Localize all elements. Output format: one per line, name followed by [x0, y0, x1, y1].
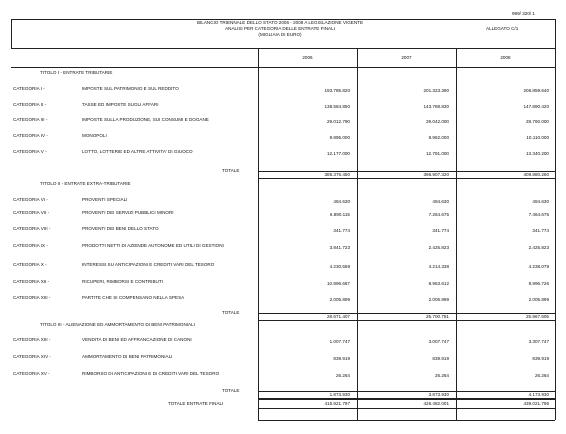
category-value: 839.919: [333, 356, 350, 361]
category-value: 138.584.850: [324, 104, 350, 109]
category-code: CATEGORIA XIII -: [13, 295, 51, 300]
category-value: 1.007.747: [329, 339, 350, 344]
grand-total-value: 426.482.001: [423, 401, 449, 406]
total-underline: [456, 178, 555, 179]
category-value: 12.791.000: [426, 151, 449, 156]
title-heading: TITOLO I - ENTRATE TRIBUTARIE: [40, 70, 113, 75]
grand-total-separator: [357, 399, 456, 400]
category-code: CATEGORIA XV -: [13, 371, 50, 376]
category-description: IMPOSTE SUL PATRIMONIO E SUL REDDITO: [82, 86, 179, 91]
category-value: 9.895.000: [329, 135, 350, 140]
category-value: 494.630: [432, 199, 449, 204]
title-heading: TITOLO III - ALIENAZIONE ED AMMORTAMENTO DI BENI PATRIMONIALI: [40, 322, 195, 327]
category-value: 26.264: [434, 373, 449, 378]
category-description: RICUPERI, RIMBORSI E CONTRIBUTI: [82, 279, 163, 284]
total-underline: [258, 320, 357, 321]
total-value: 28.671.407: [327, 314, 350, 319]
category-value: 2.425.823: [528, 245, 549, 250]
category-code: CATEGORIA IX -: [13, 243, 48, 248]
total-value: 25.700.751: [426, 314, 449, 319]
total-underline: [357, 320, 456, 321]
category-value: 341.774: [432, 228, 449, 233]
category-description: LOTTO, LOTTERIE ED ALTRE ATTIVITA' DI GIUOCO: [82, 149, 193, 154]
category-value: 2.005.899: [428, 297, 449, 302]
category-description: RIMBORSO DI ANTICIPAZIONI E DI CREDITI VARI DEL TESORO: [82, 371, 220, 376]
total-value: 4.173.930: [528, 392, 549, 397]
allegato-label: ALLEGATO C/1: [486, 26, 519, 31]
total-label: TOTALE: [222, 168, 240, 173]
total-underline: [357, 178, 456, 179]
year-header-2008: 2008: [500, 55, 511, 60]
category-value: 7.464.675: [528, 212, 549, 217]
category-value: 494.630: [333, 199, 350, 204]
category-code: CATEGORIA IV -: [13, 133, 48, 138]
category-code: CATEGORIA II -: [13, 102, 47, 107]
category-value: 29.042.000: [426, 119, 449, 124]
column-divider-tail: [456, 408, 457, 420]
category-code: CATEGORIA VII -: [13, 210, 50, 215]
category-code: CATEGORIA VI -: [13, 197, 48, 202]
category-value: 6.890.115: [329, 212, 350, 217]
category-value: 10.110.000: [526, 135, 549, 140]
grand-total-separator: [258, 399, 357, 400]
total-value: 385.376.450: [324, 172, 350, 177]
table-left-border: [11, 19, 12, 48]
category-description: AMMORTAMENTO DI BENI PATRIMONIALI: [82, 354, 173, 359]
column-header-border: [11, 67, 555, 68]
category-value: 10.896.667: [327, 281, 350, 286]
category-description: PROVENTI DEI BENI DELLO STATO: [82, 226, 159, 231]
category-value: 26.264: [335, 373, 350, 378]
category-value: 26.264: [534, 373, 549, 378]
header-bottom-border: [11, 48, 555, 49]
category-value: 341.774: [532, 228, 549, 233]
category-code: CATEGORIA XIV -: [13, 354, 51, 359]
category-value: 13.340.200: [526, 151, 549, 156]
category-value: 3.841.723: [329, 245, 350, 250]
title-heading: TITOLO II - ENTRATE EXTRA-TRIBUTARIE: [40, 181, 131, 186]
category-description: MONOPOLI: [82, 133, 107, 138]
table-right-border: [555, 19, 556, 408]
category-value: 193.785.820: [324, 88, 350, 93]
category-value: 2.425.823: [428, 245, 449, 250]
category-code: CATEGORIA X -: [13, 262, 47, 267]
category-value: 4.214.338: [428, 264, 449, 269]
category-value: 4.238.079: [528, 264, 549, 269]
total-value: 3.873.930: [428, 392, 449, 397]
column-divider: [258, 48, 259, 408]
category-value: 28.760.000: [526, 119, 549, 124]
column-divider: [357, 48, 358, 408]
category-description: PROVENTI DEI SERVIZI PUBBLICI MINORI: [82, 210, 174, 215]
table-bottom-rule: [258, 408, 555, 409]
header-subtitle: ANALISI PER CATEGORIA DELLE ENTRATE FINALI: [225, 26, 335, 31]
category-code: CATEGORIA XII -: [13, 279, 50, 284]
category-description: IMPOSTE SULLA PRODUZIONE, SUI CONSUMI E DOGANE: [82, 117, 209, 122]
column-divider-tail: [258, 408, 259, 420]
total-value: 396.907.320: [423, 172, 449, 177]
category-value: 143.788.830: [423, 104, 449, 109]
column-divider-tail: [357, 408, 358, 420]
category-value: 494.630: [532, 199, 549, 204]
category-value: 839.919: [432, 356, 449, 361]
column-divider: [456, 48, 457, 408]
category-value: 29.012.790: [327, 119, 350, 124]
category-description: PROVENTI SPECIALI: [82, 197, 128, 202]
grand-total-label: TOTALE ENTRATE FINALI: [168, 401, 224, 406]
year-header-2007: 2007: [401, 55, 412, 60]
total-label: TOTALE: [222, 310, 240, 315]
category-value: 2.005.899: [528, 297, 549, 302]
grand-total-separator: [456, 399, 555, 400]
category-description: PARTITE CHE SI COMPENSANO NELLA SPESA: [82, 295, 185, 300]
category-code: CATEGORIA III -: [13, 117, 48, 122]
column-divider-tail: [555, 408, 556, 420]
category-value: 147.890.420: [523, 104, 549, 109]
category-value: 206.859.640: [523, 88, 549, 93]
total-underline: [456, 320, 555, 321]
category-description: TASSE ED IMPOSTE SUGLI AFFARI: [82, 102, 159, 107]
table-bottom-rule-2: [258, 420, 555, 421]
total-value: 409.880.260: [523, 172, 549, 177]
total-label: TOTALE: [222, 388, 240, 393]
category-description: PRODOTTI NETTI DI AZIENDE AUTONOME ED UTILI DI GESTIONI: [82, 243, 224, 248]
total-value: 1.873.930: [329, 392, 350, 397]
category-value: 9.962.000: [428, 135, 449, 140]
total-underline: [258, 178, 357, 179]
category-code: CATEGORIA V -: [13, 149, 47, 154]
category-value: 8.953.612: [428, 281, 449, 286]
category-description: VENDITA DI BENI ED AFFRANCAZIONE DI CANONI: [82, 337, 192, 342]
category-value: 7.264.675: [428, 212, 449, 217]
category-description: INTERESSI SU ANTICIPAZIONI E CREDITI VARI DEL TESORO: [82, 262, 215, 267]
grand-total-value: 439.021.795: [523, 401, 549, 406]
page-reference: 999/ 320/ 1: [512, 11, 535, 16]
category-value: 2.005.899: [329, 297, 350, 302]
category-value: 341.774: [333, 228, 350, 233]
header-unit: (MIGLIAIA DI EURO): [258, 32, 302, 37]
category-value: 4.230.569: [329, 264, 350, 269]
category-code: CATEGORIA XIII -: [13, 337, 51, 342]
grand-total-value: 415.921.797: [324, 401, 350, 406]
category-code: CATEGORIA VIII -: [13, 226, 51, 231]
header-title: BILANCIO TRIENNALE DELLO STATO 2006 - 2008 A LEGISLAZIONE VIGENTE: [196, 20, 364, 25]
category-code: CATEGORIA I -: [13, 86, 45, 91]
category-value: 8.996.726: [528, 281, 549, 286]
category-value: 12.177.000: [327, 151, 350, 156]
category-value: 839.919: [532, 356, 549, 361]
category-value: 3.307.747: [528, 339, 549, 344]
category-value: 201.323.390: [423, 88, 449, 93]
total-value: 25.967.605: [526, 314, 549, 319]
category-value: 3.007.747: [428, 339, 449, 344]
year-header-2006: 2006: [302, 55, 313, 60]
